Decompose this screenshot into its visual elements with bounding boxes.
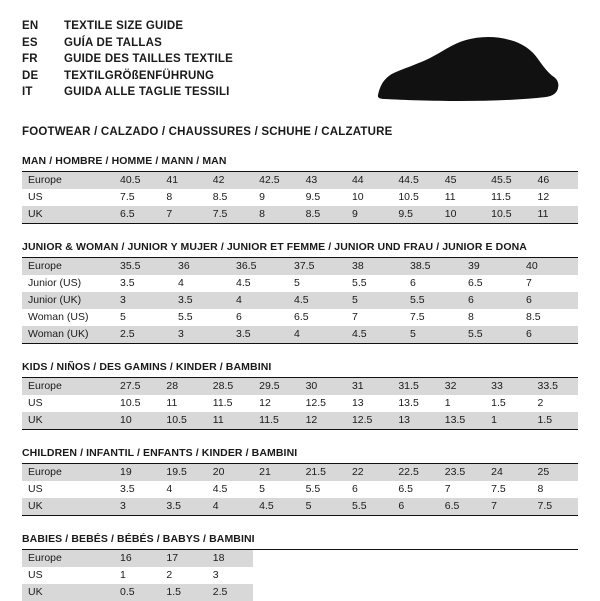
table-row	[22, 584, 578, 601]
cell: 8	[160, 189, 206, 206]
cell: 13.5	[392, 395, 438, 412]
language-code: ES	[22, 36, 38, 49]
cell: 13	[392, 412, 438, 429]
section-divider	[22, 515, 578, 516]
cell: 37.5	[288, 258, 346, 275]
cell: 19	[114, 464, 160, 481]
row-label: UK	[22, 584, 114, 601]
cell: 11.5	[207, 395, 253, 412]
section-title: BABIES / BEBÉS / BÉBÉS / BABYS / BAMBINI	[22, 533, 578, 550]
cell: 11	[160, 395, 206, 412]
cell: 10.5	[392, 189, 438, 206]
cell: 1.5	[160, 584, 206, 601]
cell: 5	[253, 481, 299, 498]
cell: 2	[532, 395, 578, 412]
table-row	[22, 326, 578, 343]
row-label: US	[22, 567, 114, 584]
cell: 3.5	[172, 292, 230, 309]
cell: 12	[300, 412, 346, 429]
language-row	[22, 51, 233, 68]
cell: 3.5	[230, 326, 288, 343]
cell: 40.5	[114, 172, 160, 189]
cell: 31	[346, 378, 392, 395]
cell: 33	[485, 378, 531, 395]
language-row	[22, 84, 233, 101]
cell-empty	[485, 567, 531, 584]
cell-empty	[485, 584, 531, 601]
cell: 6	[404, 275, 462, 292]
cell: 2	[160, 567, 206, 584]
cell: 22	[346, 464, 392, 481]
cell: 23.5	[439, 464, 485, 481]
cell: 6.5	[288, 309, 346, 326]
cell: 19.5	[160, 464, 206, 481]
cell: 8	[532, 481, 578, 498]
cell: 44.5	[392, 172, 438, 189]
cell: 5	[346, 292, 404, 309]
cell: 4.5	[288, 292, 346, 309]
cell: 7.5	[485, 481, 531, 498]
cell: 10	[346, 189, 392, 206]
cell: 1	[485, 412, 531, 429]
cell: 5	[114, 309, 172, 326]
cell: 7	[160, 206, 206, 223]
size-table-man	[22, 172, 578, 223]
row-label: Junior (US)	[22, 275, 114, 292]
table-row	[22, 258, 578, 275]
cell: 4	[160, 481, 206, 498]
cell: 6	[520, 326, 578, 343]
cell: 9	[346, 206, 392, 223]
cell: 20	[207, 464, 253, 481]
table-row	[22, 498, 578, 515]
row-label: Europe	[22, 464, 114, 481]
language-title: TEXTILE SIZE GUIDE	[64, 20, 184, 32]
cell-empty	[300, 567, 346, 584]
cell: 7.5	[114, 189, 160, 206]
cell: 44	[346, 172, 392, 189]
cell: 12.5	[346, 412, 392, 429]
size-table-children	[22, 464, 578, 515]
section-children	[22, 447, 578, 516]
section-divider	[22, 343, 578, 344]
language-row	[22, 35, 233, 52]
cell: 42	[207, 172, 253, 189]
cell: 39	[462, 258, 520, 275]
cell: 11	[207, 412, 253, 429]
cell: 1	[114, 567, 160, 584]
cell-empty	[532, 584, 578, 601]
section-title: KIDS / NIÑOS / DES GAMINS / KINDER / BAMBINI	[22, 361, 578, 378]
cell: 6.5	[114, 206, 160, 223]
cell: 7	[439, 481, 485, 498]
cell: 8.5	[520, 309, 578, 326]
language-code: FR	[22, 53, 38, 65]
cell: 46	[532, 172, 578, 189]
cell: 9.5	[392, 206, 438, 223]
cell: 4.5	[207, 481, 253, 498]
section-babies	[22, 533, 578, 601]
cell: 17	[160, 550, 206, 567]
cell: 3.5	[114, 481, 160, 498]
cell: 4	[288, 326, 346, 343]
cell-empty	[532, 550, 578, 567]
cell-empty	[439, 567, 485, 584]
cell-empty	[392, 550, 438, 567]
cell: 3	[114, 498, 160, 515]
cell: 1.5	[532, 412, 578, 429]
cell: 7.5	[404, 309, 462, 326]
cell: 6.5	[462, 275, 520, 292]
cell-empty	[439, 584, 485, 601]
table-row	[22, 464, 578, 481]
cell: 11	[532, 206, 578, 223]
section-title: JUNIOR & WOMAN / JUNIOR Y MUJER / JUNIOR ET FEMME / JUNIOR UND FRAU / JUNIOR E DONA	[22, 241, 578, 258]
cell: 31.5	[392, 378, 438, 395]
cell: 13	[346, 395, 392, 412]
cell: 10	[114, 412, 160, 429]
section-kids	[22, 361, 578, 430]
row-label: Europe	[22, 550, 114, 567]
cell: 42.5	[253, 172, 299, 189]
row-label: UK	[22, 412, 114, 429]
cell: 6.5	[392, 481, 438, 498]
cell: 5.5	[462, 326, 520, 343]
row-label: Europe	[22, 378, 114, 395]
section-title: MAN / HOMBRE / HOMME / MANN / MAN	[22, 155, 578, 172]
cell: 11.5	[253, 412, 299, 429]
cell: 4	[172, 275, 230, 292]
cell: 28.5	[207, 378, 253, 395]
cell-empty	[439, 550, 485, 567]
row-label: Europe	[22, 172, 114, 189]
cell: 7	[346, 309, 404, 326]
section-title: CHILDREN / INFANTIL / ENFANTS / KINDER / BAMBINI	[22, 447, 578, 464]
cell: 2.5	[207, 584, 253, 601]
cell: 11	[439, 189, 485, 206]
cell: 3.5	[160, 498, 206, 515]
row-label: Junior (UK)	[22, 292, 114, 309]
cell: 6	[392, 498, 438, 515]
cell: 8.5	[207, 189, 253, 206]
cell: 4.5	[253, 498, 299, 515]
cell: 18	[207, 550, 253, 567]
cell: 6	[462, 292, 520, 309]
cell-empty	[346, 567, 392, 584]
cell: 16	[114, 550, 160, 567]
language-title: GUIDE DES TAILLES TEXTILE	[64, 53, 233, 65]
cell: 12	[253, 395, 299, 412]
row-label: US	[22, 395, 114, 412]
cell-empty	[392, 567, 438, 584]
cell-empty	[253, 584, 299, 601]
cell: 27.5	[114, 378, 160, 395]
row-label: UK	[22, 498, 114, 515]
cell: 6	[520, 292, 578, 309]
cell: 5	[288, 275, 346, 292]
cell: 12.5	[300, 395, 346, 412]
cell: 10.5	[160, 412, 206, 429]
cell: 5.5	[404, 292, 462, 309]
cell: 36	[172, 258, 230, 275]
cell: 4	[207, 498, 253, 515]
dress-shoe-icon	[370, 32, 570, 112]
cell-empty	[253, 550, 299, 567]
footwear-heading: FOOTWEAR / CALZADO / CHAUSSURES / SCHUHE / CALZATURE	[22, 126, 393, 138]
cell: 5.5	[172, 309, 230, 326]
cell: 4	[230, 292, 288, 309]
cell: 1	[439, 395, 485, 412]
cell: 24	[485, 464, 531, 481]
size-table-kids	[22, 378, 578, 429]
size-table-babies	[22, 550, 578, 601]
cell: 38	[346, 258, 404, 275]
language-title-list-body	[22, 18, 233, 101]
cell-empty	[346, 584, 392, 601]
section-divider	[22, 223, 578, 224]
cell: 32	[439, 378, 485, 395]
cell: 21	[253, 464, 299, 481]
cell: 3	[207, 567, 253, 584]
cell: 25	[532, 464, 578, 481]
cell: 7	[520, 275, 578, 292]
cell: 38.5	[404, 258, 462, 275]
section-divider	[22, 429, 578, 430]
cell-empty	[300, 550, 346, 567]
cell: 1.5	[485, 395, 531, 412]
cell: 8.5	[300, 206, 346, 223]
cell: 5	[300, 498, 346, 515]
table-row	[22, 172, 578, 189]
cell: 3	[172, 326, 230, 343]
row-label: Woman (US)	[22, 309, 114, 326]
cell: 8	[462, 309, 520, 326]
size-table-junior-woman	[22, 258, 578, 343]
cell: 0.5	[114, 584, 160, 601]
cell-empty	[532, 567, 578, 584]
table-row	[22, 309, 578, 326]
language-code: IT	[22, 86, 33, 98]
table-row	[22, 275, 578, 292]
table-row	[22, 550, 578, 567]
cell: 29.5	[253, 378, 299, 395]
table-row	[22, 567, 578, 584]
row-label: Woman (UK)	[22, 326, 114, 343]
cell: 10.5	[485, 206, 531, 223]
cell: 7	[485, 498, 531, 515]
cell: 4.5	[230, 275, 288, 292]
cell: 35.5	[114, 258, 172, 275]
cell: 36.5	[230, 258, 288, 275]
table-row	[22, 481, 578, 498]
cell: 11.5	[485, 189, 531, 206]
cell: 41	[160, 172, 206, 189]
language-row	[22, 18, 233, 35]
cell: 21.5	[300, 464, 346, 481]
cell-empty	[253, 567, 299, 584]
table-row	[22, 395, 578, 412]
cell: 43	[300, 172, 346, 189]
cell-empty	[392, 584, 438, 601]
cell: 9.5	[300, 189, 346, 206]
cell: 5.5	[346, 275, 404, 292]
table-row	[22, 378, 578, 395]
table-row	[22, 412, 578, 429]
cell-empty	[485, 550, 531, 567]
language-title: TEXTILGRÖßENFÜHRUNG	[64, 69, 215, 82]
cell: 40	[520, 258, 578, 275]
cell: 2.5	[114, 326, 172, 343]
language-title: GUIDA ALLE TAGLIE TESSILI	[64, 86, 230, 98]
cell: 7.5	[532, 498, 578, 515]
table-row	[22, 189, 578, 206]
cell: 10	[439, 206, 485, 223]
cell: 13.5	[439, 412, 485, 429]
cell: 5.5	[346, 498, 392, 515]
cell: 45.5	[485, 172, 531, 189]
cell: 45	[439, 172, 485, 189]
language-code: DE	[22, 69, 39, 82]
section-junior-woman	[22, 241, 578, 344]
cell: 33.5	[532, 378, 578, 395]
cell: 3	[114, 292, 172, 309]
row-label: US	[22, 481, 114, 498]
language-row	[22, 68, 233, 85]
cell-empty	[346, 550, 392, 567]
row-label: US	[22, 189, 114, 206]
cell: 9	[253, 189, 299, 206]
row-label: UK	[22, 206, 114, 223]
table-row	[22, 292, 578, 309]
cell-empty	[300, 584, 346, 601]
cell: 8	[253, 206, 299, 223]
cell: 22.5	[392, 464, 438, 481]
document-header	[22, 18, 578, 112]
cell: 30	[300, 378, 346, 395]
language-title-list	[22, 18, 233, 101]
row-label: Europe	[22, 258, 114, 275]
cell: 12	[532, 189, 578, 206]
cell: 6	[346, 481, 392, 498]
section-man	[22, 155, 578, 224]
cell: 5	[404, 326, 462, 343]
cell: 4.5	[346, 326, 404, 343]
table-row	[22, 206, 578, 223]
language-code: EN	[22, 20, 39, 32]
language-title: GUÍA DE TALLAS	[64, 36, 162, 49]
cell: 10.5	[114, 395, 160, 412]
cell: 6.5	[439, 498, 485, 515]
cell: 28	[160, 378, 206, 395]
cell: 5.5	[300, 481, 346, 498]
cell: 6	[230, 309, 288, 326]
cell: 3.5	[114, 275, 172, 292]
cell: 7.5	[207, 206, 253, 223]
